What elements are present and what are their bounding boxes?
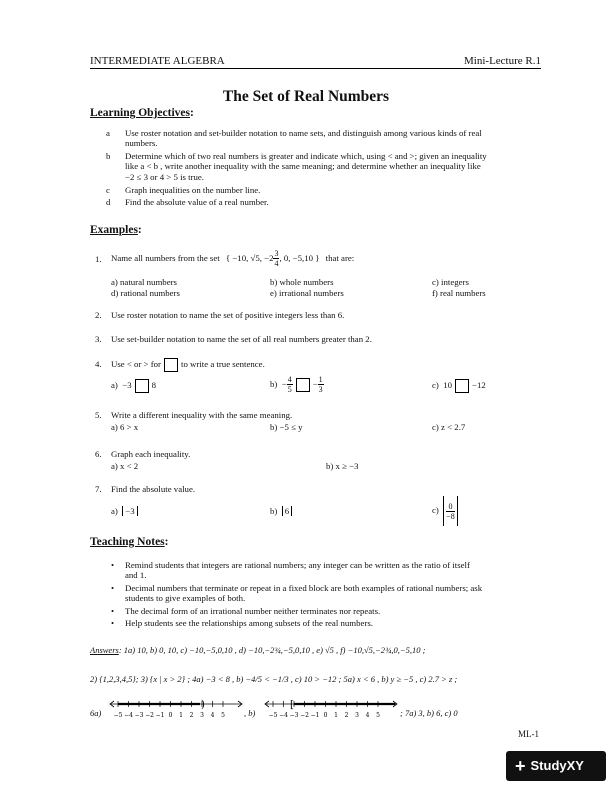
objective-a-text: Use roster notation and set-builder notation to name sets, and distinguish among various kinds of real numbers. (125, 128, 482, 149)
objective-d-text: Find the absolute value of a real number. (125, 197, 269, 207)
tick-label: −2 (145, 712, 154, 719)
q1-part-e: e) irrational numbers (270, 288, 344, 298)
q7-a: a) −3 (111, 504, 138, 518)
tick-label: 3 (200, 712, 204, 719)
svg-text:[: [ (290, 699, 294, 711)
answers-line-2: 2) {1,2,3,4,5}; 3) {x | x > 2} ; 4a) −3 < 8 , b) −4/5 < −1/3 , c) 10 > −12 ; 5a) x < 6 , b) y ≥ −5 , c) 2.7 > z ; (90, 674, 458, 684)
q4-a: a) −3 8 (111, 377, 156, 393)
q1-part-d: d) rational numbers (111, 288, 180, 298)
q1-part-c: c) integers (432, 277, 469, 287)
q7-c: c) $\frac{0}{-8}$ (432, 495, 458, 526)
tick-label: 1 (179, 712, 183, 719)
answers-6b-label: , b) (244, 708, 256, 718)
tick-label: 4 (210, 712, 215, 719)
answer-box[interactable] (135, 379, 149, 393)
examples-heading: Examples: (90, 224, 142, 236)
tick-label: 2 (189, 712, 194, 719)
lecture-id: Mini-Lecture R.1 (464, 55, 541, 67)
header-rule (90, 68, 541, 69)
q1-prompt: Name all numbers from the set { −10, √5, −2 $\frac{3}{4}$ , 0, −5,10 } that are: (111, 249, 355, 269)
q7-number: 7. (95, 484, 102, 494)
objective-d: d (106, 197, 111, 207)
q5-text: Write a different inequality with the same meaning. (111, 410, 293, 420)
q6-b: b) x ≥ −3 (326, 461, 359, 471)
note-3: • The decimal form of an irrational number neither terminates nor repeats. (125, 606, 380, 616)
objective-c: c (106, 185, 110, 195)
tick-label: −1 (310, 712, 320, 719)
q6-number: 6. (95, 449, 102, 459)
q1-part-a: a) natural numbers (111, 277, 177, 287)
q6-a: a) x < 2 (111, 461, 139, 471)
tick-label: −5 (113, 712, 123, 719)
objective-c-text: Graph inequalities on the number line. (125, 185, 261, 195)
answers-line-1: Answers: 1a) 10, b) 0, 10, c) −10,−5,0,10 , d) −10,−2¾,−5,0,10 , e) √5 , f) −10,√5,−2¾,0,−5,10 ; (90, 645, 426, 655)
q1-part-f: f) real numbers (432, 288, 486, 298)
q2-text: Use roster notation to name the set of positive integers less than 6. (111, 310, 345, 320)
q7-b: b) 6 (270, 504, 292, 518)
objective-a: a (106, 128, 110, 138)
svg-text:): ) (201, 699, 205, 711)
page-title: The Set of Real Numbers (222, 88, 390, 105)
answer-box[interactable] (455, 379, 469, 393)
objectives-heading: Learning Objectives: (90, 107, 194, 119)
q2-number: 2. (95, 310, 102, 320)
note-4: • Help students see the relationships among subsets of the real numbers. (125, 618, 373, 628)
objective-b-text: Determine which of two real numbers is greater and indicate which, using < and >; given an inequality like a < b , write another inequality with the same meaning; and determine whether an inequality like −2 ≤ 3 or 4 > 5 is true. (125, 151, 487, 182)
note-1: • Remind students that integers are rational numbers; any integer can be written as the ratio of itself and 1. (125, 560, 470, 581)
tick-label: −5 (268, 712, 278, 719)
q4-prompt: Use < or > for to write a true sentence. (111, 356, 265, 372)
tick-label: −2 (300, 712, 309, 719)
teaching-heading: Teaching Notes: (90, 536, 169, 548)
q3-number: 3. (95, 334, 102, 344)
q3-text: Use set-builder notation to name the set of all real numbers greater than 2. (111, 334, 372, 344)
tick-label: 0 (323, 712, 328, 719)
tick-label: −1 (155, 712, 165, 719)
q4-c: c) 10 −12 (432, 377, 486, 393)
tick-label: −3 (289, 712, 299, 719)
course-title: INTERMEDIATE ALGEBRA (90, 55, 225, 67)
q7-text: Find the absolute value. (111, 484, 196, 494)
q5-a: a) 6 > x (111, 422, 139, 432)
number-line-6b (263, 697, 399, 719)
q5-c: c) z < 2.7 (432, 422, 466, 432)
tick-label: 4 (365, 712, 370, 719)
tick-label: 5 (376, 712, 380, 719)
q1-part-b: b) whole numbers (270, 277, 334, 287)
blank-box (164, 358, 178, 372)
tick-label: 1 (334, 712, 338, 719)
page-number: ML-1 (518, 729, 539, 739)
answers-6a-label: 6a) (90, 708, 102, 718)
answer-box[interactable] (296, 378, 310, 392)
q5-b: b) −5 ≤ y (270, 422, 303, 432)
q5-number: 5. (95, 410, 102, 420)
q1-number: 1. (95, 254, 102, 264)
objective-b: b (106, 151, 111, 161)
tick-label: 2 (344, 712, 349, 719)
plus-icon: + (515, 756, 526, 776)
tick-label: −4 (124, 712, 133, 719)
answers-6-7-tail: ; 7a) 3, b) 6, c) 0 (400, 708, 458, 718)
tick-label: −3 (134, 712, 144, 719)
tick-label: −4 (279, 712, 288, 719)
number-line-6a (108, 697, 244, 719)
note-2: • Decimal numbers that terminate or repeat in a fixed block are both examples of rational numbers; ask students to give examples of both. (125, 583, 482, 604)
tick-label: 5 (221, 712, 225, 719)
tick-label: 3 (355, 712, 359, 719)
q1-set: { −10, √5, −2 $\frac{3}{4}$ , 0, −5,10 } (225, 249, 320, 269)
tick-label: 0 (168, 712, 173, 719)
q6-text: Graph each inequality. (111, 449, 191, 459)
studyxy-logo: + StudyXY (506, 751, 606, 781)
q4-b: b) − $\frac{4}{5}$ − $\frac{1}{3}$ (270, 375, 323, 395)
q4-number: 4. (95, 359, 102, 369)
